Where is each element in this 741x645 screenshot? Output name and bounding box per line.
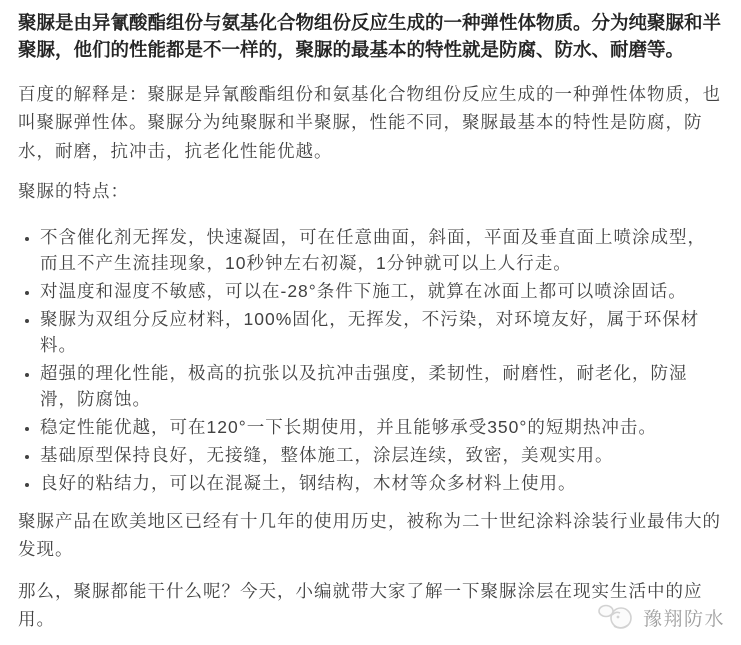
closing-paragraph: 那么，聚脲都能干什么呢？今天，小编就带大家了解一下聚脲涂层在现实生活中的应用。	[18, 580, 703, 630]
feature-item: • 聚脲为双组分反应材料，100%固化，无挥发，不污染，对环境友好，属于环保材料。	[40, 306, 723, 358]
feature-item: • 良好的粘结力，可以在混凝土，钢结构，木材等众多材料上使用。	[40, 470, 723, 496]
intro-paragraph: 聚脲是由异氰酸酯组份与氨基化合物组份反应生成的一种弹性体物质。分为纯聚脲和半聚脲，他们的性能都是不一样的，聚脲的最基本的特性就是防腐、防水、耐磨等。	[18, 12, 722, 60]
features-list	[18, 224, 723, 496]
history-paragraph: 聚脲产品在欧美地区已经有十几年的使用历史，被称为二十世纪涂料涂装行业最伟大的发现。	[18, 511, 721, 560]
feature-item: • 稳定性能优越，可在120°一下长期使用，并且能够承受350°的短期热冲击。	[40, 414, 723, 440]
feature-item: • 对温度和湿度不敏感，可以在-28°条件下施工，就算在冰面上都可以喷涂固话。	[40, 278, 723, 304]
feature-item: • 基础原型保持良好，无接缝，整体施工，涂层连续，致密，美观实用。	[40, 442, 723, 468]
watermark-text: 豫翔防水	[643, 608, 726, 630]
feature-item: • 不含催化剂无挥发，快速凝固，可在任意曲面，斜面，平面及垂直面上喷涂成型，而且不产生流挂现象，10秒钟左右初凝，1分钟就可以上人行走。	[40, 224, 723, 276]
features-heading: 聚脲的特点：	[18, 180, 129, 201]
definition-paragraph: 百度的解释是：聚脲是异氰酸酯组份和氨基化合物组份反应生成的一种弹性体物质，也叫聚脲弹性体。聚脲分为纯聚脲和半聚脲，性能不同，聚脲最基本的特性是防腐，防水，耐磨，抗冲击，抗老化性能优越。	[18, 84, 721, 161]
feature-item: • 超强的理化性能，极高的抗张以及抗冲击强度，柔韧性，耐磨性，耐老化，防湿滑，防腐蚀。	[40, 360, 723, 412]
